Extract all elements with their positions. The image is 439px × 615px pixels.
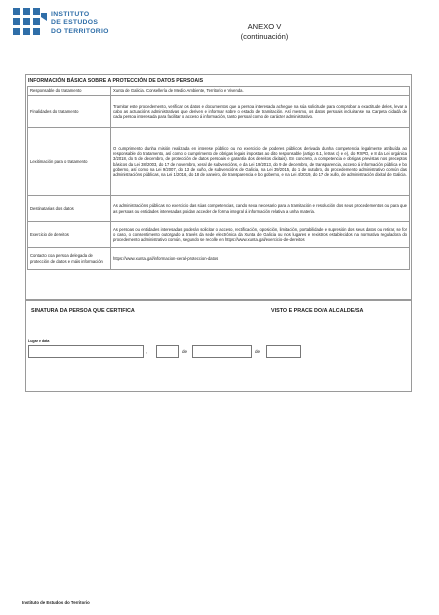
row-text: Tramitar este procedemento, verificar os datos e documentos que a persoa interesada achegue na súa solicitude para comprobar a exactitude deles, levar a cabo as actuacións administrativas que deriven e informar sobre o estado de tramitación. Así mesmo, os datos persoais incluiranse na Carpeta cidadá de cada persoa interesada para facilitar o acceso á información, tanto persoal como de carácter administrativo. bbox=[111, 96, 410, 128]
de-label: de bbox=[255, 349, 261, 354]
row-label: Lexitimación para o tratamento bbox=[28, 128, 111, 196]
row-text: Xunta de Galicia. Consellería de Medio Ambiente, Territorio e Vivenda. bbox=[111, 87, 410, 96]
annex-title: ANEXO V bbox=[247, 22, 282, 31]
logo-line: INSTITUTO bbox=[51, 11, 90, 18]
table-row bbox=[28, 248, 410, 270]
footer-text: Instituto de Estudos do Territorio bbox=[22, 600, 90, 605]
mayor-approval-title: VISTO E PRACE DO/A ALCALDE/SA bbox=[271, 308, 364, 314]
row-text: As administracións públicas no exercicio das súas competencias, cando sexa necesario para a tramitación e resolución dos seus procedementos ou para que as persoas ou entidades interesadas poidan acceder de forma integral á información relativa a unha materia. bbox=[111, 196, 410, 222]
table-row bbox=[28, 196, 410, 222]
logo-line: DE ESTUDOS bbox=[51, 19, 99, 27]
comma-separator: , bbox=[146, 349, 148, 354]
month-field[interactable] bbox=[192, 345, 252, 358]
de-label: de bbox=[182, 349, 188, 354]
row-label: Destinatarias dos datos bbox=[28, 196, 111, 222]
table-row bbox=[28, 222, 410, 248]
data-protection-box bbox=[25, 74, 412, 300]
annex-heading bbox=[0, 22, 439, 42]
annex-subtitle: (continuación) bbox=[240, 32, 289, 41]
row-label: Responsable do tratamento bbox=[28, 87, 111, 96]
row-text: As persoas ou entidades interesadas poderán solicitar o acceso, rectificación, oposición, limitación, portabilidade e supresión dos seus datos ou retirar, se for o caso, o consentimento outorgado a través da sede electrónica da Xunta de Galicia ou nos lugares e rexistros establecidos na normativa reguladora do procedemento administrativo común, segundo se recolle en https://www.xunta.gal/exercicio-de-dereitos bbox=[111, 222, 410, 248]
data-protection-table bbox=[27, 86, 410, 270]
logo-line: DO TERRITORIO bbox=[51, 27, 109, 35]
data-protection-title: INFORMACIÓN BÁSICA SOBRE A PROTECCIÓN DE DATOS PERSOAIS bbox=[28, 78, 204, 84]
row-text[interactable]: https://www.xunta.gal/informacion-xeral-proteccion-datos bbox=[111, 248, 410, 270]
signature-box bbox=[25, 300, 412, 392]
table-row bbox=[28, 96, 410, 128]
year-field[interactable] bbox=[266, 345, 301, 358]
place-date-label: Lugar e data bbox=[28, 339, 50, 343]
row-label: Finalidades do tratamento bbox=[28, 96, 111, 128]
table-row bbox=[28, 128, 410, 196]
row-label: Exercicio de dereitos bbox=[28, 222, 111, 248]
day-field[interactable] bbox=[156, 345, 179, 358]
table-row bbox=[28, 87, 410, 96]
certifier-signature-title: SINATURA DA PERSOA QUE CERTIFICA bbox=[31, 308, 135, 314]
row-text: O cumprimento dunha misión realizada en interese público ou no exercicio de poderes públicos derivada dunha competencia legalmente atribuída ao responsable do tratamento, así como o cumprimento de obrigas legais impostas ao dito responsable (artigo 6.1, letras c) e e), do RXPD, e 8 da Lei orgánica 3/2018, do 5 de decembro, de protección de datos persoais e garantía dos dereitos dixitais). En concreto, a competencia e obrigas previstas nos preceptos básicos da Lei 38/2003, do 17 de novembro, xeral de subvencións, e da Lei 19/2013, do 9 de decembro, de transparencia, acceso á información pública e bo goberno, así como na Lei 9/2007, do 13 de xuño, de subvencións de Galicia, na Lei 39/2015, do 1 de outubro, do procedemento administrativo común das administracións públicas, na Lei 1/2016, do 18 de xaneiro, de transparencia e bo goberno, e na Lei 4/2019, do 17 de xullo, de administración dixital de Galicia. bbox=[111, 128, 410, 196]
place-field[interactable] bbox=[28, 345, 144, 358]
row-label: Contacto coa persoa delegada de protección de datos e máis información bbox=[28, 248, 111, 270]
